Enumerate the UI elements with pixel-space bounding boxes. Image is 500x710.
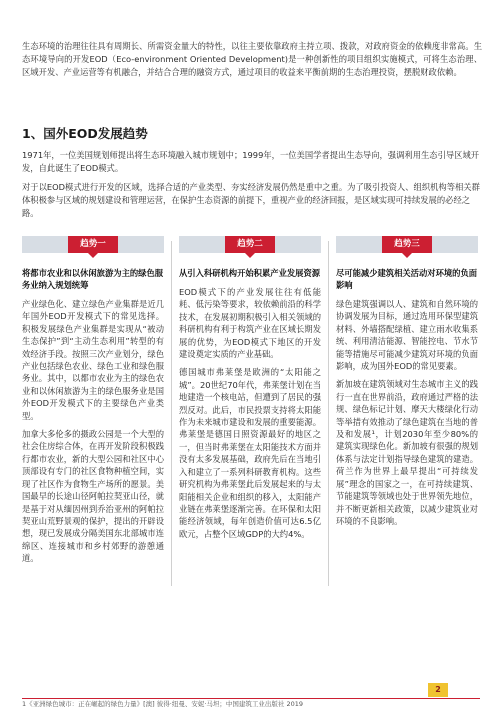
trend-badge-3: 趋势三 — [382, 236, 432, 253]
trend-title-2: 从引入科研机构开始积累产业发展资源 — [179, 268, 321, 278]
page-number: 2 — [428, 683, 448, 697]
trend-column-2 — [179, 236, 321, 596]
trend-badge-2: 趋势二 — [225, 236, 275, 253]
history-paragraph: 1971年，一位美国规划师提出将生态环境融入城市规划中；1999年，一位美国学者提出生态导向，强调利用生态引导区域开发，自此诞生了EOD模式。 — [22, 150, 480, 173]
trend-1-paragraph-1: 产业绿色化、建立绿色产业集群是近几年国外EOD开发模式下的常见选择。积极发展绿色产业集群是实现从“被动生态保护”到“主动生态利用”转型的有效经济手段。按照三次产业划分，绿色产业包括绿色农业、绿色工业和绿色服务业。其中，以都市农业为主的绿色农业和以休闲旅游为主的绿色服务业是国外EOD开发模式下的主要绿色产业类型。 — [22, 299, 164, 421]
intro-paragraph: 生态环境的治理往往具有周期长、所需资金量大的特性，以往主要依靠政府主持立项、拨款，对政府资金的依赖度非常高。生态环境导向的开发EOD（Eco-environment Oriented Development)是一种创新性的项目组织实施模式，可将生态治理、区域开发、产业运营等有机融合，并结合合理的融资方式，通过项目的收益来平衡前期的生态治理投资，摆脱财政依赖。 — [22, 41, 482, 77]
trend-column-3 — [336, 236, 478, 596]
trends-columns — [22, 236, 480, 596]
trend-badge-1: 趋势一 — [68, 236, 118, 253]
column-divider — [171, 241, 172, 586]
section-title: 1、国外EOD发展趋势 — [22, 126, 148, 141]
trend-2-paragraph-1: EOD模式下的产业发展往往有低能耗、低污染等要求，较依赖前沿的科学技术，在发展初期积极引入相关领域的科研机构有利于构筑产业在区域长期发展的优势，为EOD模式下地区的开发建设奠定实质的产业基础。 — [179, 287, 321, 360]
trend-column-1 — [22, 236, 164, 596]
trend-3-paragraph-2: 新加坡在建筑领域对生态城市主义的践行一直在世界前沿，政府通过严格的法规、绿色标记计划、摩天大楼绿化行动等举措有效推动了绿色建筑在当地的普及和发展¹，计划2030年至少80%的建筑实现绿色化。新加坡有很强的规划体系与法定计划指导绿色建筑的建造。荷兰作为世界上最早提出“可持续发展”理念的国家之一，在可持续建筑、节能建筑等领域也处于世界领先地位，并不断更新相关政策，以减少建筑业对环境的不良影响。 — [336, 379, 478, 526]
trend-title-3: 尽可能减少建筑相关活动对环境的负面影响 — [336, 268, 478, 290]
footnote: 1《亚洲绿色城市：正在崛起的绿色力量》[澳] 彼得·纽曼、安妮·马坦；中国建筑工业出版社 2019 — [22, 700, 304, 708]
footer-divider — [22, 698, 480, 699]
trend-header-band — [179, 236, 321, 253]
trend-header-band — [22, 236, 164, 253]
development-paragraph: 对于以EOD模式进行开发的区域，选择合适的产业类型、夯实经济发展仍然是重中之重。为了吸引投资人、组织机构等相关群体积极参与区域的规划建设和管理运营，在保护生态资源的前提下，重视产业的经济回报，是区域实现可持续发展的必经之路。 — [22, 182, 480, 218]
trend-2-paragraph-2: 德国城市弗莱堡是欧洲的“太阳能之城”。20世纪70年代，弗莱堡计划在当地建造一个核电站，但遭到了居民的强烈反对。此后，市民投票支持将太阳能作为未来城市建设和发展的重要能源。弗莱堡是德国日照资源最好的地区之一，但当时弗莱堡在太阳能技术方面并没有太多发展基础，政府先后在当地引入和建立了一系列科研教育机构。这些研究机构为弗莱堡此后发展起来的与太阳能相关企业和组织的移入，太阳能产业链在弗莱堡逐渐完善。在环保和太阳能经济领域，每年创造价值可达6.5亿欧元，占整个区域GDP的大约4%。 — [179, 367, 321, 539]
trend-title-1: 将都市农业和以休闲旅游为主的绿色服务业纳入规划统筹 — [22, 268, 164, 290]
trend-1-paragraph-2: 加拿大多伦多的摄政公园是一个大型的社会住房综合体，在再开发阶段积极践行都市农业，新的大型公园和社区中心顶部设有专门的社区食物种植空间，实现了社区作为食物生产场所的愿景。美国最早的长途山径阿帕拉契亚山径，就是基于对从缅因州到乔治亚州的阿帕拉契亚山荒野景观的保护，提出的开辟设想，现已发展成分隔美国东北部城市连绵区、连接城市和乡村郊野的游憩通道。 — [22, 429, 164, 564]
column-divider — [328, 241, 329, 586]
trend-header-band — [336, 236, 478, 253]
trend-3-paragraph-1: 绿色建筑强调以人、建筑和自然环境的协调发展为目标，通过选用环保型建筑材料、外墙搭配绿植、建立雨水收集系统、利用清洁能源、智能控电、节水节能等措施尽可能减少建筑对环境的负面影响，成为国外EOD的常见要素。 — [336, 299, 478, 372]
